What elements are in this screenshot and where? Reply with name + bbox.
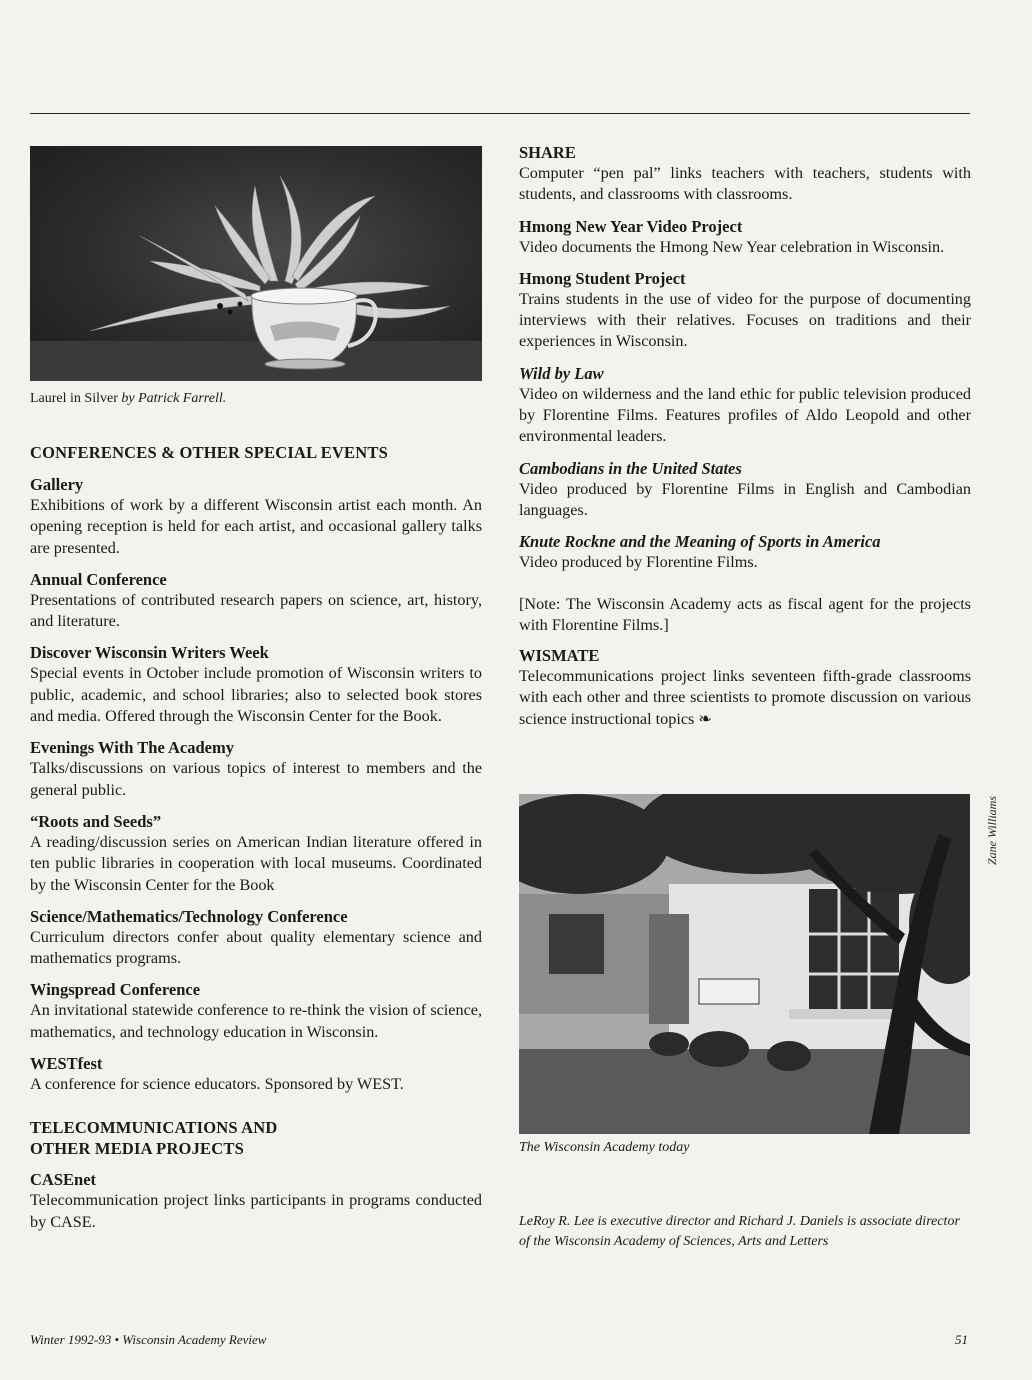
item-title: CASEnet bbox=[30, 1170, 97, 1190]
item-text: A conference for science educators. Sponsored by WEST. bbox=[30, 1075, 404, 1094]
item-title: Hmong New Year Video Project bbox=[519, 216, 743, 236]
list-item bbox=[519, 645, 971, 730]
section-heading-line: OTHER MEDIA PROJECTS bbox=[30, 1139, 244, 1159]
list-item bbox=[30, 1169, 482, 1233]
top-rule bbox=[30, 113, 970, 114]
list-item bbox=[30, 642, 482, 727]
note-text: [Note: The Wisconsin Academy acts as fiscal agent for the projects with Florentine Films.] bbox=[519, 594, 971, 634]
list-item bbox=[519, 216, 971, 258]
right-column bbox=[519, 130, 971, 740]
item-text: Video produced by Florentine Films in English and Cambodian languages. bbox=[519, 479, 971, 519]
list-item bbox=[519, 531, 971, 573]
item-title: Knute Rockne and the Meaning of Sports in America bbox=[519, 532, 881, 552]
list-item bbox=[519, 363, 971, 448]
list-item bbox=[519, 268, 971, 353]
item-title: Evenings With The Academy bbox=[30, 738, 235, 758]
left-column bbox=[30, 130, 482, 1243]
list-item bbox=[30, 811, 482, 896]
laurel-still-life-illustration bbox=[30, 146, 482, 381]
list-item bbox=[519, 142, 971, 206]
list-item bbox=[30, 979, 482, 1043]
item-title: Cambodians in the United States bbox=[519, 458, 742, 478]
item-text: Video documents the Hmong New Year celebration in Wisconsin. bbox=[519, 237, 945, 256]
academy-photo-caption: The Wisconsin Academy today bbox=[519, 1140, 690, 1155]
item-text: Presentations of contributed research papers on science, art, history, and literature. bbox=[30, 590, 482, 631]
list-item bbox=[30, 569, 482, 633]
item-title: Gallery bbox=[30, 475, 84, 494]
section-heading-telecom bbox=[30, 1117, 482, 1159]
section-heading-line: TELECOMMUNICATIONS AND bbox=[30, 1118, 278, 1138]
item-title: WESTfest bbox=[30, 1054, 103, 1074]
item-title: WISMATE bbox=[519, 646, 600, 666]
item-text: Special events in October include promotion of Wisconsin writers to public, academic, and school libraries; also to selected book stores and media. Offered through the Wisconsin Center for the Book. bbox=[30, 664, 482, 726]
item-title: Wingspread Conference bbox=[30, 980, 201, 1000]
item-text: Curriculum directors confer about quality elementary science and mathematics programs. bbox=[30, 927, 482, 968]
list-item bbox=[30, 474, 482, 559]
list-item bbox=[30, 906, 482, 970]
section-heading-conferences: CONFERENCES & OTHER SPECIAL EVENTS bbox=[30, 443, 388, 462]
item-title: Discover Wisconsin Writers Week bbox=[30, 643, 269, 663]
caption-title: Laurel in Silver bbox=[30, 391, 118, 406]
item-text: Computer “pen pal” links teachers with teachers, students with students, and classrooms with classrooms. bbox=[519, 164, 971, 204]
page-number: 51 bbox=[955, 1332, 968, 1347]
item-title: Hmong Student Project bbox=[519, 268, 686, 288]
item-title: SHARE bbox=[519, 143, 576, 162]
item-text: Trains students in the use of video for the purpose of documenting interviews with their relatives. Focuses on traditions and their experiences in Wisconsin. bbox=[519, 289, 971, 351]
item-text: Video produced by Florentine Films. bbox=[519, 553, 758, 572]
footer-publication: Winter 1992-93 • Wisconsin Academy Review bbox=[30, 1332, 267, 1347]
item-text: Exhibitions of work by a different Wisconsin artist each month. An opening reception is held for each artist, and occasional gallery talks are presented. bbox=[30, 496, 482, 557]
list-item bbox=[30, 737, 482, 801]
item-title: “Roots and Seeds” bbox=[30, 811, 162, 831]
list-item bbox=[30, 1053, 482, 1095]
item-text: Telecommunication project links participants in programs conducted by CASE. bbox=[30, 1191, 482, 1231]
item-text: Video on wilderness and the land ethic for public television produced by Florentine Films. Features profiles of Aldo Leopold and other environmental leaders. bbox=[519, 384, 971, 446]
list-item bbox=[519, 458, 971, 522]
academy-building-illustration bbox=[519, 794, 970, 1134]
caption-credit: by Patrick Farrell. bbox=[121, 391, 227, 406]
item-text: Talks/discussions on various topics of interest to members and the general public. bbox=[30, 759, 482, 799]
item-text: A reading/discussion series on American Indian literature offered in ten public libraries in cooperation with local museums. Coordinated by the Wisconsin Center for the Book bbox=[30, 832, 482, 894]
item-title: Science/Mathematics/Technology Conference bbox=[30, 906, 348, 926]
item-title: Annual Conference bbox=[30, 569, 167, 589]
photo-credit: Zane Williams bbox=[985, 796, 999, 866]
academy-photo bbox=[519, 794, 970, 1134]
laurel-photo-caption bbox=[30, 389, 482, 408]
laurel-photo bbox=[30, 146, 482, 381]
item-text: An invitational statewide conference to re-think the vision of science, mathematics, and technology education in Wisconsin. bbox=[30, 1001, 482, 1041]
item-text: Telecommunications project links seventeen fifth-grade classrooms with each other and three scientists to promote discussion on various science instructional topics ❧ bbox=[519, 667, 971, 728]
item-title: Wild by Law bbox=[519, 363, 604, 383]
author-note: LeRoy R. Lee is executive director and Richard J. Daniels is associate director of the Wisconsin Academy of Sciences, Arts and Letters bbox=[519, 1214, 960, 1249]
